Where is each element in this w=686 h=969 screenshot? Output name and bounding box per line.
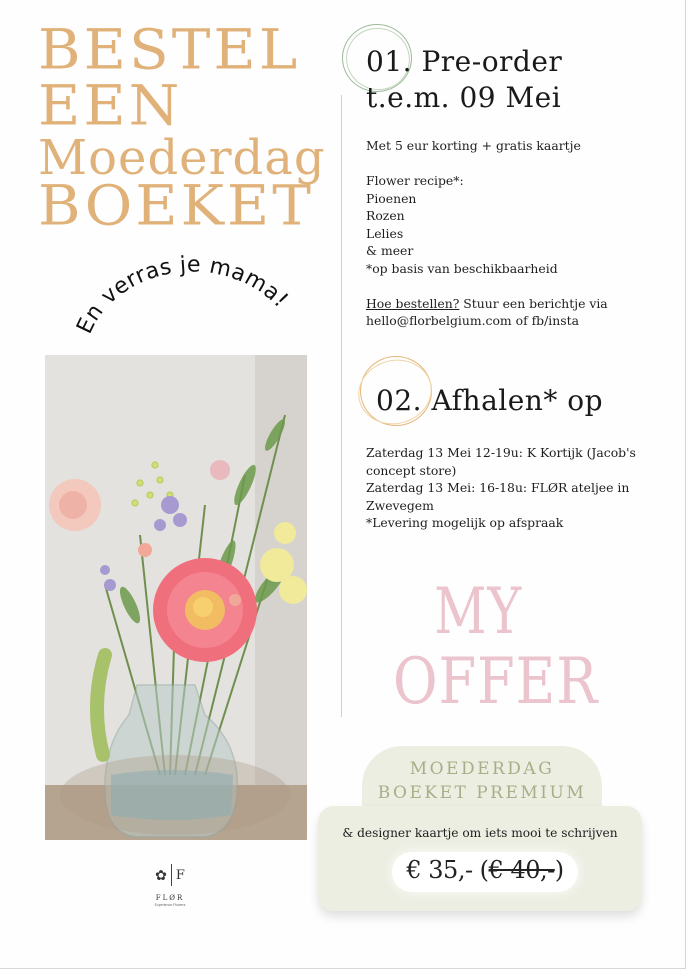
product-title-line2: BOEKET PREMIUM <box>377 783 587 803</box>
product-subtitle: & designer kaartje om iets mooi te schrijven <box>342 826 618 840</box>
price-current: € 35,- ( <box>406 856 489 884</box>
headline <box>38 17 326 238</box>
tagline-arc <box>60 228 310 348</box>
section2-number: 02. <box>376 384 423 417</box>
recipe-item: Rozen <box>366 208 405 223</box>
section1-body <box>366 137 666 330</box>
section2-title <box>376 383 603 419</box>
discount-text: Met 5 eur korting + gratis kaartje <box>366 138 581 153</box>
price-old: € 40,- <box>488 856 555 884</box>
logo-mark <box>140 860 200 890</box>
pickup-line: Zaterdag 13 Mei 12-19u: K Kortijk (Jacob's <box>366 445 636 460</box>
headline-line3: Moederdag <box>38 130 326 186</box>
logo-flower-icon: ✿ <box>155 866 167 883</box>
order-link[interactable]: Hoe bestellen? <box>366 295 460 311</box>
logo-divider <box>171 864 172 886</box>
flor-logo <box>140 860 200 907</box>
bouquet-photo <box>45 355 307 840</box>
offer-word1: MY <box>434 575 522 649</box>
logo-letter: F <box>175 867 185 883</box>
pickup-line: Zaterdag 13 Mei: 16-18u: FLØR ateljee in <box>366 480 630 495</box>
order-contact: hello@florbelgium.com of fb/insta <box>366 313 579 328</box>
order-text: Stuur een berichtje via <box>459 295 608 311</box>
offer-word2: OFFER <box>393 645 599 719</box>
recipe-title: Flower recipe*: <box>366 173 464 188</box>
section1-number: 01. <box>366 45 413 78</box>
section1-title <box>366 44 562 116</box>
section2-title-text: Afhalen* op <box>431 384 603 417</box>
recipe-item: Lelies <box>366 225 404 241</box>
section1-title-line1: Pre-order <box>421 45 563 78</box>
pickup-line: Zwevegem <box>366 497 434 513</box>
pickup-line: concept store) <box>366 462 457 478</box>
order-info <box>366 295 666 313</box>
price-close: ) <box>554 856 564 884</box>
my-offer-heading <box>378 575 599 719</box>
headline-line4: BOEKET <box>38 173 314 238</box>
recipe-note: *op basis van beschikbaarheid <box>366 260 558 276</box>
tagline <box>72 252 293 337</box>
delivery-note: *Levering mogelijk op afspraak <box>366 515 564 530</box>
section2-body <box>366 444 666 532</box>
headline-line1: BESTEL <box>38 17 301 82</box>
product-title <box>362 757 602 805</box>
bouquet-illustration <box>45 355 307 840</box>
section1-title-line2: t.e.m. 09 Mei <box>366 80 562 114</box>
price-label <box>392 856 578 884</box>
product-title-line1: MOEDERDAG <box>409 759 555 779</box>
tagline-text: En verras je mama! <box>72 252 294 338</box>
headline-line2: EEN <box>38 73 183 138</box>
recipe-item: & meer <box>366 243 414 258</box>
logo-tagline: Experience Flowers <box>154 903 186 907</box>
vertical-divider <box>341 95 342 717</box>
logo-name: FLØR <box>155 894 185 902</box>
recipe-item: Pioenen <box>366 190 417 206</box>
